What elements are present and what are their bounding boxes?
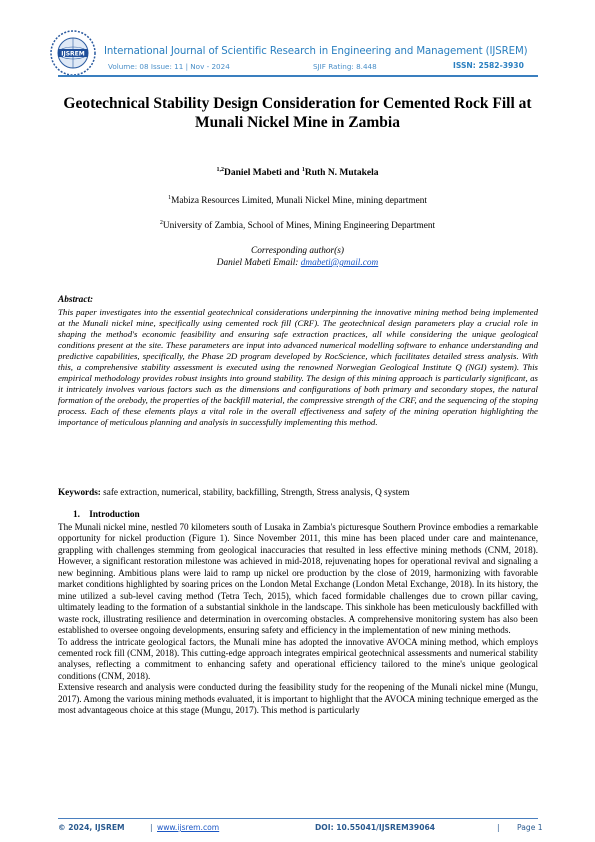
- footer-separator: |: [150, 823, 153, 832]
- affiliation-2: [0, 220, 595, 231]
- author-1: Daniel Mabeti and: [224, 168, 302, 179]
- authors: [0, 167, 595, 178]
- issn: ISSN: 2582-3930: [453, 61, 524, 70]
- footer-page-number: Page 1: [517, 823, 543, 832]
- keywords: [58, 487, 538, 497]
- paper-title: [40, 94, 555, 132]
- abstract-heading: Abstract:: [58, 295, 94, 305]
- footer-doi: DOI: 10.55041/IJSREM39064: [315, 823, 436, 832]
- paragraph: The Munali nickel mine, nestled 70 kilometers south of Lusaka in Zambia's picturesque Southern Province embodies a remarkable opportunity for nickel production (Figure 1). Since November 2011, this mine has been placed under care and maintenance, grappling with challenges stemming from geological inaccuracies that resulted in less effective mining methods (CNM, 2018). However, a significant restoration milestone was achieved in mid-2018, rejuvenating hopes for operational revival and signaling a new beginning. Ambitious plans were laid to ramp up nickel ore production by the close of 2019, harmonizing with favorable market conditions highlighted by soaring prices on the London Metal Exchange (London Metal Exchange, 2018). In its history, the mine utilized a sub-level caving method (Tetra Tech, 2015), which faced formidable challenges due to crown pillar caving, ultimately leading to the formation of a substantial sinkhole in the landscape. This sinkhole has been meticulously backfilled with waste rock, illustrating resilience and determination in overcoming obstacles. A comprehensive monitoring system has also been established to oversee ongoing developments, ensuring safety and efficiency in the implementation of new mining methods.: [58, 522, 538, 636]
- abstract-text: This paper investigates into the essential geotechnical considerations underpinning the innovative mining method being implemented at the Munali nickel mine, specifically using cemented rock fill (CRF). The geotechnical design parameters play a crucial role in shaping the method's economic feasibility and ensuring safe extraction practices, all while considering the unique geological conditions present at the site. These parameters are input into advanced numerical modelling software to enhance understanding and predictive capabilities, specifically, the Phase 2D program developed by RocScience, which facilitates detailed stress analysis. With this, a comprehensive stability assessment is executed using the renowned Norwegian Geological Institute Q (NGI) system). This empirical methodology provides robust insights into ground stability. The design of this mining approach is particularly significant, as it intricately involves various factors such as the dimensions and configurations of both primary and secondary stopes, the natural formation of the orebody, the properties of the backfill material, the compressive strength of the CRF, and the sequencing of the stoping process. Each of these elements plays a vital role in the overall effectiveness and safety of the mining operation highlighting the importance of meticulous planning and analysis in successfully implementing this method.: [58, 307, 538, 427]
- affil1-sup: 1: [168, 195, 172, 201]
- footer-divider: [58, 818, 538, 819]
- journal-title: International Journal of Scientific Research in Engineering and Management (IJSREM): [104, 46, 528, 57]
- keywords-text: safe extraction, numerical, stability, backfilling, Strength, Stress analysis, Q system: [100, 487, 410, 497]
- affil2-sup: 2: [159, 220, 163, 226]
- section-heading-introduction: 1. Introduction: [73, 510, 140, 520]
- volume-info: Volume: 08 Issue: 11 | Nov - 2024: [108, 62, 230, 71]
- paragraph: Extensive research and analysis were conducted during the feasibility study for the reopening of the Munali nickel mine (Mungu, 2017). Among the various mining methods evaluated, it is important to highlight that the AVOCA mining technique emerged as the most advantageous choice at this stage (Mungu, 2017). This method is particularly: [58, 682, 538, 716]
- sjif-rating: SJIF Rating: 8.448: [313, 62, 377, 71]
- author2-sup: 1: [301, 167, 305, 173]
- footer-url-link[interactable]: www.ijsrem.com: [157, 823, 220, 832]
- affiliation-1: [0, 195, 595, 206]
- paragraph: To address the intricate geological factors, the Munali mine has adopted the innovative AVOCA mining method, which employs cemented rock fill (CNM, 2018). This cutting-edge approach integrates empirical geotechnical assessments and numerical stability analyses, reflecting a commitment to enhancing safety and operational efficiency tailored to the mine's unique geological conditions (CNM, 2018).: [58, 636, 538, 681]
- footer-separator: |: [497, 823, 500, 832]
- email-link[interactable]: dmabeti@gmail.com: [300, 258, 379, 268]
- affil1-text: Mabiza Resources Limited, Munali Nickel Mine, mining department: [171, 196, 427, 207]
- keywords-label: Keywords:: [58, 487, 101, 497]
- logo-text: IJSREM: [61, 50, 85, 58]
- title-line-2: Munali Nickel Mine in Zambia: [195, 114, 400, 131]
- affil2-text: University of Zambia, School of Mines, Mining Engineering Department: [162, 221, 436, 232]
- introduction-body: [58, 522, 538, 717]
- footer-copyright: © 2024, IJSREM: [58, 823, 125, 832]
- corresponding-label: Corresponding author(s): [251, 246, 344, 256]
- author-2: Ruth N. Mutakela: [304, 168, 379, 179]
- journal-logo: [48, 28, 98, 78]
- corresponding-email-line: [0, 258, 595, 268]
- title-line-1: Geotechnical Stability Design Consideration for Cemented Rock Fill at: [63, 95, 532, 112]
- corr-prefix: Daniel Mabeti Email:: [216, 258, 301, 268]
- author1-sup: 1,2: [216, 167, 224, 173]
- header-divider: [58, 75, 538, 77]
